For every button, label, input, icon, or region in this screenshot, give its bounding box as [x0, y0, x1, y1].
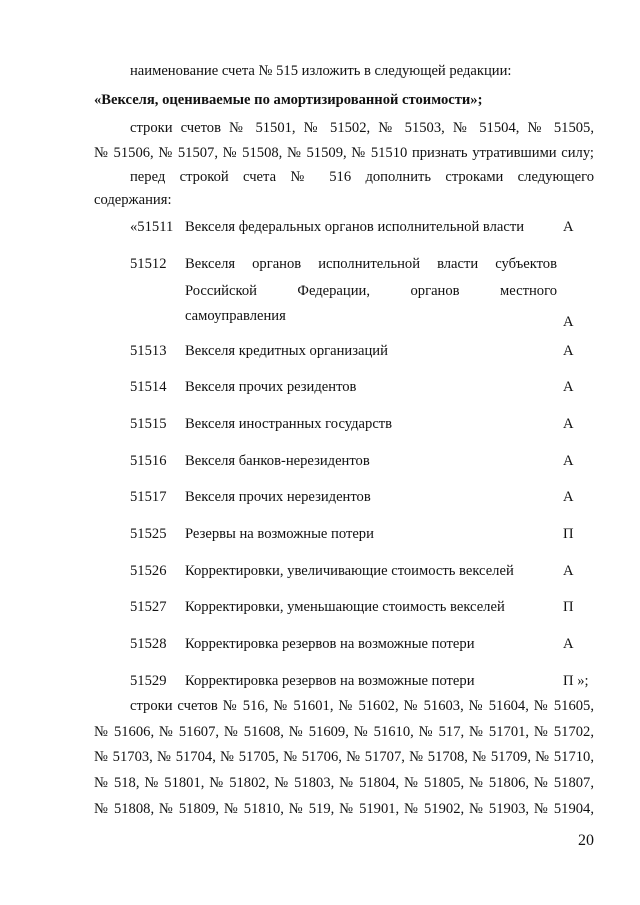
account-code: 51517 — [130, 489, 167, 505]
account-name: Векселя прочих резидентов — [185, 379, 357, 395]
account-name-line-2: Российской Федерации, органов местного — [185, 283, 557, 299]
intro-line-5: перед строкой счета № 516 дополнить строками следующего — [130, 169, 594, 185]
account-name: Векселя кредитных организаций — [185, 343, 388, 359]
outro-line-1: строки счетов № 516, № 51601, № 51602, № 51603, № 51604, № 51605, — [130, 698, 594, 714]
account-name: Резервы на возможные потери — [185, 526, 374, 542]
account-type: А — [563, 314, 574, 330]
account-type: А — [563, 343, 574, 359]
account-type: А — [563, 453, 574, 469]
account-name: Векселя федеральных органов исполнительной власти — [185, 219, 525, 235]
account-type: А — [563, 379, 574, 395]
intro-line-6: содержания: — [94, 192, 172, 208]
account-name: Векселя банков-нерезидентов — [185, 453, 370, 469]
outro-line-3: № 51703, № 51704, № 51705, № 51706, № 51707, № 51708, № 51709, № 51710, — [94, 749, 594, 765]
account-type: А — [563, 636, 574, 652]
page-number: 20 — [578, 832, 594, 849]
account-type: П »; — [563, 673, 589, 689]
account-name-line-3: самоуправления — [185, 308, 286, 324]
account-code: 51512 — [130, 256, 167, 272]
account-name: Корректировка резервов на возможные потери — [185, 636, 475, 652]
account-code: 51529 — [130, 673, 167, 689]
outro-line-5: № 51808, № 51809, № 51810, № 519, № 51901, № 51902, № 51903, № 51904, — [94, 801, 594, 817]
account-type: П — [563, 599, 574, 615]
intro-line-4: № 51506, № 51507, № 51508, № 51509, № 51510 признать утратившими силу; — [94, 145, 594, 161]
account-name-line-1: Векселя органов исполнительной власти субъектов — [185, 256, 557, 272]
account-name: Корректировки, увеличивающие стоимость векселей — [185, 563, 514, 579]
account-type: А — [563, 489, 574, 505]
account-code: 51514 — [130, 379, 167, 395]
intro-line-3: строки счетов № 51501, № 51502, № 51503, № 51504, № 51505, — [130, 120, 594, 136]
outro-line-2: № 51606, № 51607, № 51608, № 51609, № 51610, № 517, № 51701, № 51702, — [94, 724, 594, 740]
account-code: 51528 — [130, 636, 167, 652]
account-code: 51515 — [130, 416, 167, 432]
account-type: П — [563, 526, 574, 542]
account-code: 51525 — [130, 526, 167, 542]
account-name: Корректировка резервов на возможные потери — [185, 673, 475, 689]
account-type: А — [563, 416, 574, 432]
account-code: 51526 — [130, 563, 167, 579]
account-code: 51513 — [130, 343, 167, 359]
intro-line-1: наименование счета № 515 изложить в следующей редакции: — [130, 63, 512, 79]
account-code: 51527 — [130, 599, 167, 615]
account-name: Корректировки, уменьшающие стоимость векселей — [185, 599, 505, 615]
outro-line-4: № 518, № 51801, № 51802, № 51803, № 51804, № 51805, № 51806, № 51807, — [94, 775, 594, 791]
account-code: «51511 — [130, 219, 174, 235]
account-code: 51516 — [130, 453, 167, 469]
account-name: Векселя иностранных государств — [185, 416, 393, 432]
account-name: Векселя прочих нерезидентов — [185, 489, 371, 505]
account-type: А — [563, 563, 574, 579]
account-515-new-title: «Векселя, оцениваемые по амортизированной стоимости»; — [94, 92, 483, 108]
account-type: А — [563, 219, 574, 235]
